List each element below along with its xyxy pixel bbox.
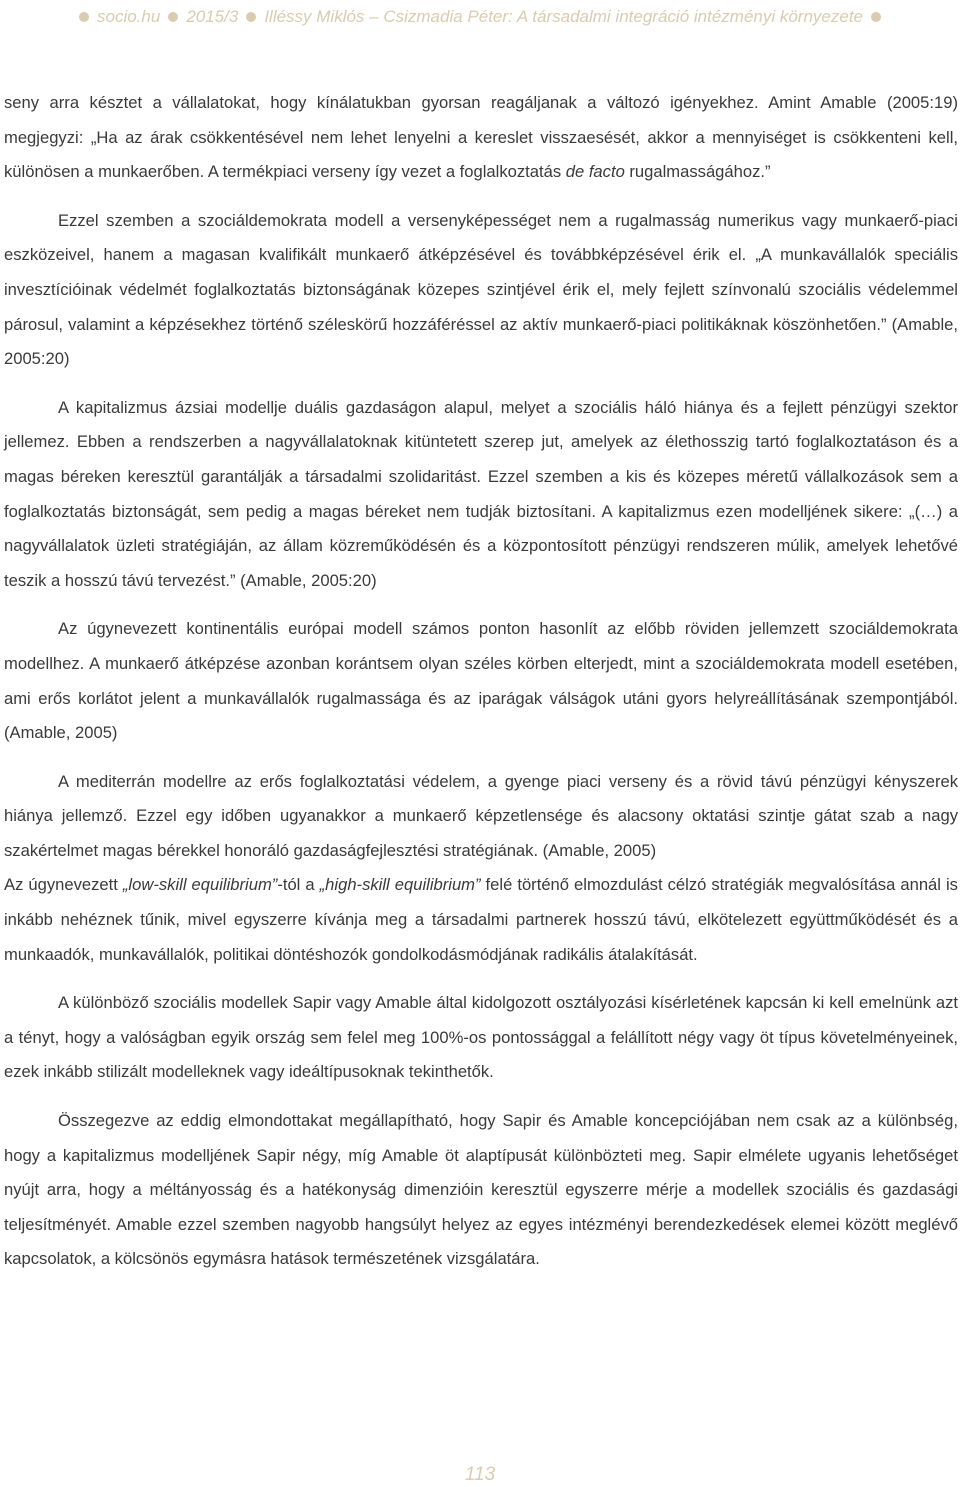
bullet-dot-icon	[246, 12, 256, 22]
bullet-dot-icon	[168, 12, 178, 22]
header-site[interactable]: socio.hu	[96, 7, 161, 26]
paragraph-7: A különböző szociális modellek Sapir vagy Amable által kidolgozott osztályozási kísérletének kapcsán ki kell emelnünk azt a tényt, hogy a valóságban egyik ország sem felel meg 100%-os pontossággal a felállított négy vagy öt típus követelményeinek, ezek inkább stilizált modelleknek vagy ideáltípusoknak tekinthetők.	[4, 993, 958, 1082]
paragraph-8: Összegezve az eddig elmondottakat megállapítható, hogy Sapir és Amable koncepciójában nem csak az a különbség, hogy a kapitalizmus modelljének Sapir négy, míg Amable öt alaptípusát különbözteti meg. Sapir elmélete ugyanis lehetőséget nyújt arra, hogy a méltányosság és a hatékonyság dimenzióin keresztül egyszerre mérje a modellek szociális és gazdasági teljesítményét. Amable ezzel szemben nagyobb hangsúlyt helyez az egyes intézményi berendezkedések elemei között meglévő kapcsolatok, a kölcsönös egymásra hatások természetének vizsgálatára.	[4, 1111, 958, 1269]
page-number: 113	[464, 1464, 496, 1485]
paragraph-4: Az úgynevezett kontinentális európai modell számos ponton hasonlít az előbb röviden jellemzett szociáldemokrata modellhez. A munkaerő átképzése azonban korántsem olyan széles körben elterjedt, mint a szociáldemokrata modell esetében, ami erős korlátot jelent a munkavállalók rugalmassága és az iparágak válságok utáni gyors helyreállításának szempontjából. (Amable, 2005)	[4, 619, 958, 743]
paragraph-5: A mediterrán modellre az erős foglalkoztatási védelem, a gyenge piaci verseny és a rövid távú pénzügyi kényszerek hiánya jellemző. Ezzel egy időben ugyanakkor a munkaerő képzetlensége és alacsony oktatási szintje gátat szab a nagy szakértelmet magas bérekkel honoráló gazdaságfejlesztési stratégiának. (Amable, 2005)	[4, 771, 958, 860]
bullet-dot-icon	[79, 12, 89, 22]
running-header	[0, 4, 960, 30]
paragraph-2: Ezzel szemben a szociáldemokrata modell a versenyképességet nem a rugalmasság numerikus vagy munkaerő-piaci eszközeivel, hanem a magasan kvalifikált munkaerő átképzésével és továbbképzésével érik el. „A munkavállalók speciális invesztícióinak védelmét foglalkoztatás biztonságának közepes szintjével érik el, mely fejlett színvonalú szociális védelemmel párosul, valamint a képzésekhez történő széleskörű hozzáféréssel az aktív munkaerő-piaci politikáknak köszönhetően.” (Amable, 2005:20)	[4, 210, 958, 369]
header-issue: 2015/3	[186, 7, 239, 26]
paragraph-6: Az úgynevezett „low-skill equilibrium”-tól a „high-skill equilibrium” felé történő elmozdulást célzó stratégiák megvalósítása annál is inkább nehéznek tűnik, mivel egyszerre kívánja meg a társadalmi partnerek hosszú távú, elkötelezett együttműködését és a munkaadók, munkavállalók, politikai döntéshozók gondolkodásmódjának radikális átalakítását.	[4, 875, 958, 964]
paragraph-1: seny arra késztet a vállalatokat, hogy kínálatukban gyorsan reagáljanak a változó igényekhez. Amint Amable (2005:19) megjegyzi: „Ha az árak csökkentésével nem lehet lenyelni a kereslet visszaesését, akkor a mennyiséget is csökkenteni kell, különösen a munkaerőben. A termékpiaci verseny így vezet a foglalkoztatás de facto rugalmasságához.”	[4, 93, 958, 182]
bullet-dot-icon	[871, 12, 881, 22]
article-body	[4, 86, 958, 1291]
header-article-title: Illéssy Miklós – Csizmadia Péter: A társadalmi integráció intézményi környezete	[264, 7, 864, 26]
paragraph-3: A kapitalizmus ázsiai modellje duális gazdaságon alapul, melyet a szociális háló hiánya és a fejlett pénzügyi szektor jellemez. Ebben a rendszerben a nagyvállalatoknak kitüntetett szerep jut, amelyek az élethosszig tartó foglalkoztatáson és a magas béreken keresztül garantálják a társadalmi szolidaritást. Ezzel szemben a kis és közepes méretű vállalkozások sem a foglalkoztatás biztonságát, sem pedig a magas béreket nem tudják biztosítani. A kapitalizmus ezen modelljének sikere: „(…) a nagyvállalatok üzleti stratégiáján, az állam közreműködésén és a központosított pénzügyi rendszeren múlik, amelyek lehetővé teszik a hosszú távú tervezést.” (Amable, 2005:20)	[4, 397, 958, 590]
